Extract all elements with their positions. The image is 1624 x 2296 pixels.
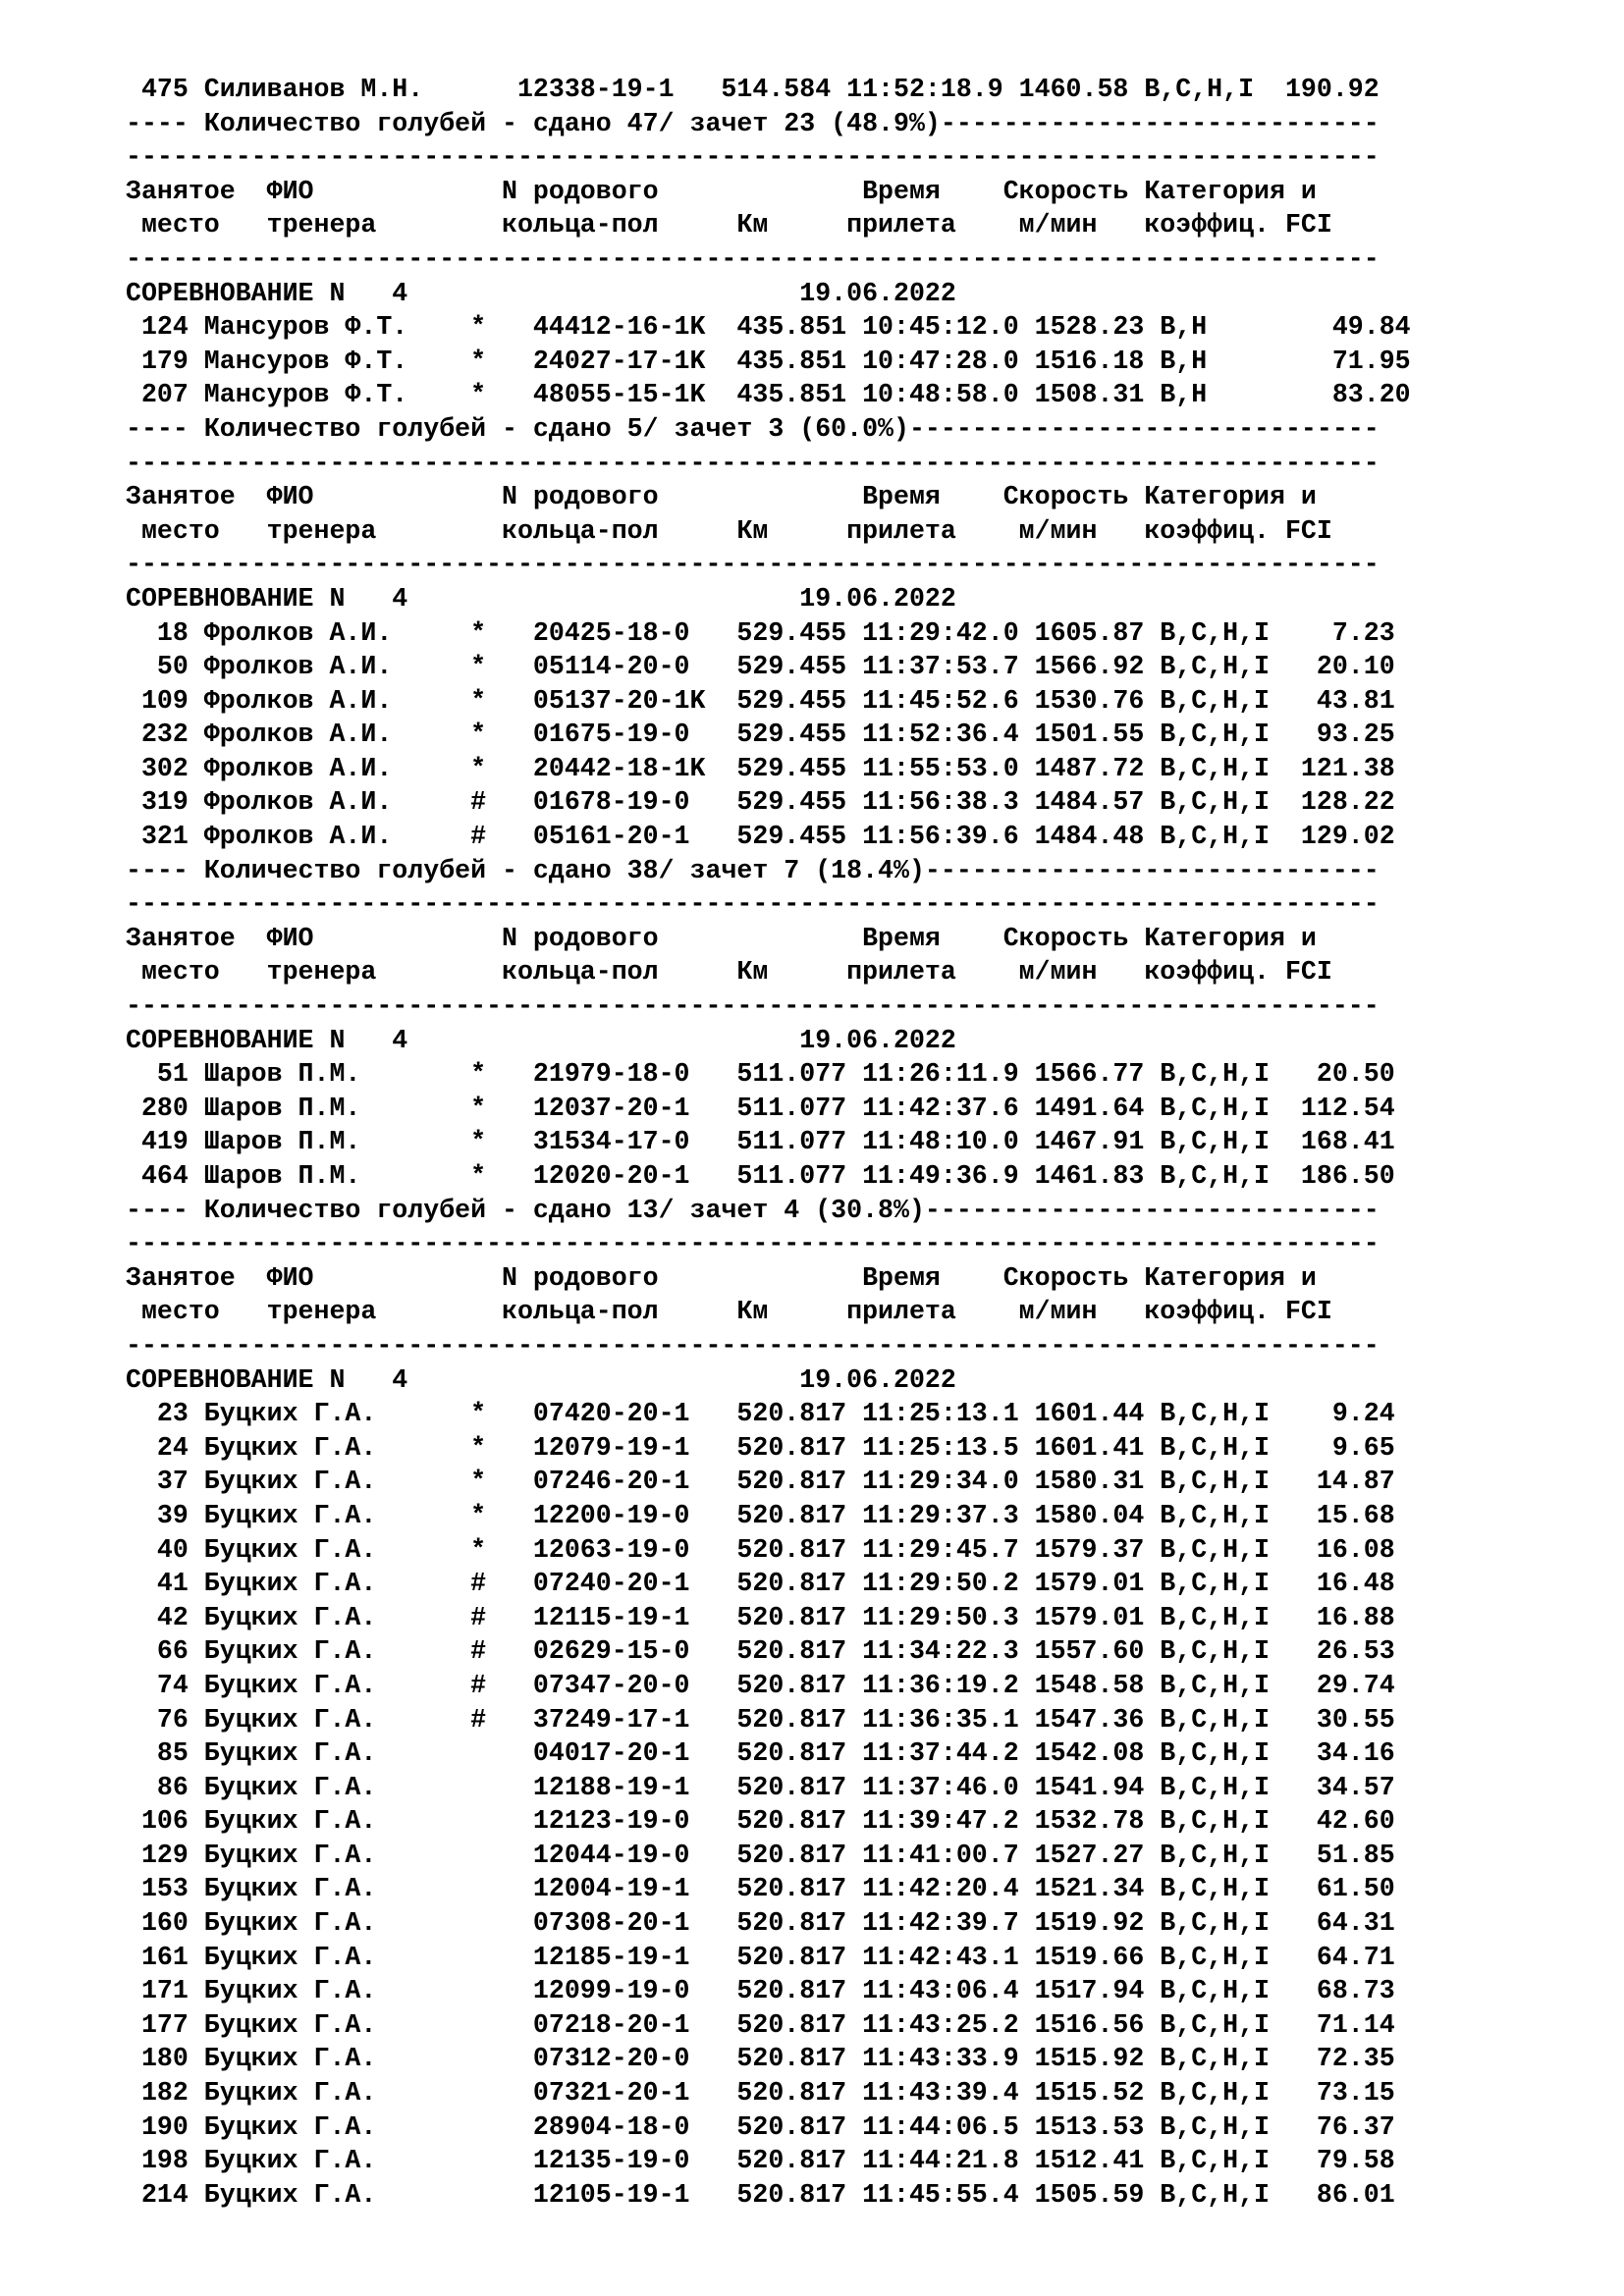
result-row: 109 Фролков А.И. * 05137-20-1K 529.455 11:45:52.6 1530.76 B,C,H,I 43.81 — [126, 685, 1395, 716]
separator-line: -------------------------------------------------------------------------------- — [126, 1229, 1380, 1259]
summary-line: ---- Количество голубей - сдано 47/ зачет 23 (48.9%)---------------------------- — [126, 108, 1380, 138]
result-row: 177 Буцких Г.А. 07218-20-1 520.817 11:43:25.2 1516.56 B,C,H,I 71.14 — [126, 2009, 1395, 2040]
result-row: 419 Шаров П.М. * 31534-17-0 511.077 11:48:10.0 1467.91 B,C,H,I 168.41 — [126, 1127, 1395, 1157]
result-row: 42 Буцких Г.А. # 12115-19-1 520.817 11:29:50.3 1579.01 B,C,H,I 16.88 — [126, 1602, 1395, 1632]
result-row: 129 Буцких Г.А. 12044-19-0 520.817 11:41:00.7 1527.27 B,C,H,I 51.85 — [126, 1840, 1395, 1870]
result-row: 180 Буцких Г.А. 07312-20-0 520.817 11:43:33.9 1515.92 B,C,H,I 72.35 — [126, 2044, 1395, 2074]
competition-heading: СОРЕВНОВАНИЕ N 4 19.06.2022 — [126, 1364, 956, 1395]
result-row: 37 Буцких Г.А. * 07246-20-1 520.817 11:29:34.0 1580.31 B,C,H,I 14.87 — [126, 1467, 1395, 1497]
result-row: 40 Буцких Г.А. * 12063-19-0 520.817 11:29:45.7 1579.37 B,C,H,I 16.08 — [126, 1534, 1395, 1565]
competition-heading: СОРЕВНОВАНИЕ N 4 19.06.2022 — [126, 1025, 956, 1055]
result-row: 207 Мансуров Ф.Т. * 48055-15-1K 435.851 10:48:58.0 1508.31 B,H 83.20 — [126, 380, 1411, 410]
result-row: 464 Шаров П.М. * 12020-20-1 511.077 11:49:36.9 1461.83 B,C,H,I 186.50 — [126, 1161, 1395, 1191]
separator-line: -------------------------------------------------------------------------------- — [126, 142, 1380, 173]
column-header-line-2: место тренера кольца-пол Км прилета м/мин коэффиц. FCI — [126, 1297, 1332, 1327]
competition-heading: СОРЕВНОВАНИЕ N 4 19.06.2022 — [126, 583, 956, 614]
result-row: 321 Фролков А.И. # 05161-20-1 529.455 11:56:39.6 1484.48 B,C,H,I 129.02 — [126, 822, 1395, 852]
result-row: 39 Буцких Г.А. * 12200-19-0 520.817 11:29:37.3 1580.04 B,C,H,I 15.68 — [126, 1500, 1395, 1530]
summary-line: ---- Количество голубей - сдано 38/ зачет 7 (18.4%)----------------------------- — [126, 855, 1380, 885]
result-row: 106 Буцких Г.А. 12123-19-0 520.817 11:39:47.2 1532.78 B,C,H,I 42.60 — [126, 1806, 1395, 1837]
result-row: 232 Фролков А.И. * 01675-19-0 529.455 11:52:36.4 1501.55 B,C,H,I 93.25 — [126, 720, 1395, 750]
result-row: 153 Буцких Г.А. 12004-19-1 520.817 11:42:20.4 1521.34 B,C,H,I 61.50 — [126, 1874, 1395, 1904]
result-row: 74 Буцких Г.А. # 07347-20-0 520.817 11:36:19.2 1548.58 B,C,H,I 29.74 — [126, 1670, 1395, 1700]
result-row: 179 Мансуров Ф.Т. * 24027-17-1K 435.851 10:47:28.0 1516.18 B,H 71.95 — [126, 346, 1411, 376]
result-row: 41 Буцких Г.А. # 07240-20-1 520.817 11:29:50.2 1579.01 B,C,H,I 16.48 — [126, 1569, 1395, 1599]
result-row: 124 Мансуров Ф.Т. * 44412-16-1K 435.851 10:45:12.0 1528.23 B,H 49.84 — [126, 312, 1411, 343]
separator-line: -------------------------------------------------------------------------------- — [126, 243, 1380, 274]
column-header-line-2: место тренера кольца-пол Км прилета м/мин коэффиц. FCI — [126, 957, 1332, 988]
result-row: 171 Буцких Г.А. 12099-19-0 520.817 11:43:06.4 1517.94 B,C,H,I 68.73 — [126, 1976, 1395, 2006]
results-document — [126, 73, 1598, 2212]
result-row: 24 Буцких Г.А. * 12079-19-1 520.817 11:25:13.5 1601.41 B,C,H,I 9.65 — [126, 1432, 1395, 1463]
result-row: 85 Буцких Г.А. 04017-20-1 520.817 11:37:44.2 1542.08 B,C,H,I 34.16 — [126, 1738, 1395, 1769]
result-row: 302 Фролков А.И. * 20442-18-1K 529.455 11:55:53.0 1487.72 B,C,H,I 121.38 — [126, 753, 1395, 783]
separator-line: -------------------------------------------------------------------------------- — [126, 1330, 1380, 1361]
separator-line: -------------------------------------------------------------------------------- — [126, 991, 1380, 1022]
result-row: 161 Буцких Г.А. 12185-19-1 520.817 11:42:43.1 1519.66 B,C,H,I 64.71 — [126, 1942, 1395, 1972]
separator-line: -------------------------------------------------------------------------------- — [126, 448, 1380, 478]
result-row: 190 Буцких Г.А. 28904-18-0 520.817 11:44:06.5 1513.53 B,C,H,I 76.37 — [126, 2111, 1395, 2142]
separator-line: -------------------------------------------------------------------------------- — [126, 889, 1380, 920]
result-row: 23 Буцких Г.А. * 07420-20-1 520.817 11:25:13.1 1601.44 B,C,H,I 9.24 — [126, 1399, 1395, 1429]
result-row: 280 Шаров П.М. * 12037-20-1 511.077 11:42:37.6 1491.64 B,C,H,I 112.54 — [126, 1093, 1395, 1123]
separator-line: -------------------------------------------------------------------------------- — [126, 550, 1380, 580]
result-row: 214 Буцких Г.А. 12105-19-1 520.817 11:45:55.4 1505.59 B,C,H,I 86.01 — [126, 2179, 1395, 2210]
result-row: 475 Силиванов М.Н. 12338-19-1 514.584 11:52:18.9 1460.58 B,C,H,I 190.92 — [126, 75, 1380, 104]
column-header-line-1: Занятое ФИО N родового Время Скорость Категория и — [126, 923, 1317, 953]
column-header-line-1: Занятое ФИО N родового Время Скорость Категория и — [126, 482, 1317, 512]
result-row: 182 Буцких Г.А. 07321-20-1 520.817 11:43:39.4 1515.52 B,C,H,I 73.15 — [126, 2078, 1395, 2109]
column-header-line-2: место тренера кольца-пол Км прилета м/мин коэффиц. FCI — [126, 515, 1332, 546]
result-row: 86 Буцких Г.А. 12188-19-1 520.817 11:37:46.0 1541.94 B,C,H,I 34.57 — [126, 1772, 1395, 1802]
column-header-line-2: место тренера кольца-пол Км прилета м/мин коэффиц. FCI — [126, 210, 1332, 240]
result-row: 50 Фролков А.И. * 05114-20-0 529.455 11:37:53.7 1566.92 B,C,H,I 20.10 — [126, 652, 1395, 682]
summary-line: ---- Количество голубей - сдано 13/ зачет 4 (30.8%)----------------------------- — [126, 1195, 1380, 1225]
column-header-line-1: Занятое ФИО N родового Время Скорость Категория и — [126, 1262, 1317, 1293]
column-header-line-1: Занятое ФИО N родового Время Скорость Категория и — [126, 176, 1317, 206]
summary-line: ---- Количество голубей - сдано 5/ зачет 3 (60.0%)------------------------------ — [126, 413, 1380, 444]
result-row: 198 Буцких Г.А. 12135-19-0 520.817 11:44:21.8 1512.41 B,C,H,I 79.58 — [126, 2146, 1395, 2176]
result-row: 51 Шаров П.М. * 21979-18-0 511.077 11:26:11.9 1566.77 B,C,H,I 20.50 — [126, 1059, 1395, 1090]
result-row: 319 Фролков А.И. # 01678-19-0 529.455 11:56:38.3 1484.57 B,C,H,I 128.22 — [126, 787, 1395, 818]
competition-heading: СОРЕВНОВАНИЕ N 4 19.06.2022 — [126, 278, 956, 308]
result-row: 18 Фролков А.И. * 20425-18-0 529.455 11:29:42.0 1605.87 B,C,H,I 7.23 — [126, 617, 1395, 648]
result-row: 76 Буцких Г.А. # 37249-17-1 520.817 11:36:35.1 1547.36 B,C,H,I 30.55 — [126, 1704, 1395, 1735]
result-row: 66 Буцких Г.А. # 02629-15-0 520.817 11:34:22.3 1557.60 B,C,H,I 26.53 — [126, 1636, 1395, 1667]
result-row: 160 Буцких Г.А. 07308-20-1 520.817 11:42:39.7 1519.92 B,C,H,I 64.31 — [126, 1908, 1395, 1939]
